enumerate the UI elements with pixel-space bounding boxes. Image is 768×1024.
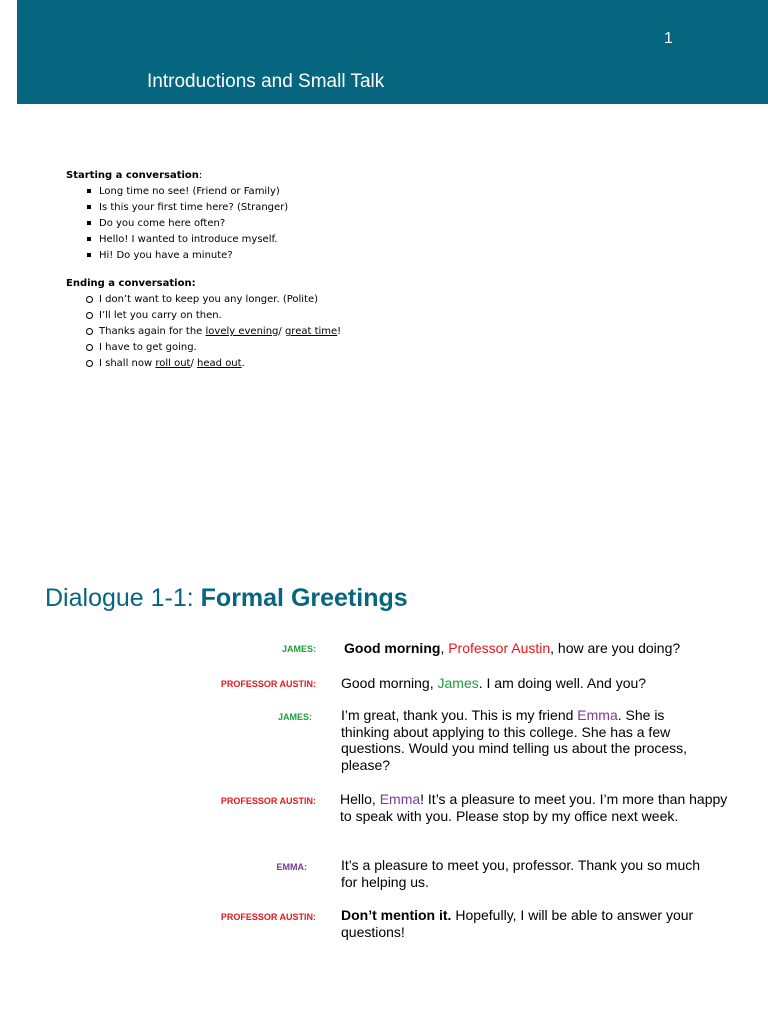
- list-item: Is this your first time here? (Stranger): [66, 200, 288, 216]
- dialogue-line: I’m great, thank you. This is my friend Emma. She is thinking about applying to this college. She has a few questions. Would you mind telling us about the process, please?: [341, 707, 688, 773]
- list-item: Long time no see! (Friend or Family): [66, 184, 288, 200]
- dialogue-line: Hello, Emma! It’s a pleasure to meet you. I’m more than happy to speak with you. Please stop by my office next week.: [340, 791, 728, 824]
- list-item: I have to get going.: [66, 340, 341, 356]
- ending-conversation-section: [66, 276, 341, 372]
- starting-conversation-section: [66, 168, 288, 264]
- list-item: Thanks again for the lovely evening/ great time!: [66, 324, 341, 340]
- list-item: Hi! Do you have a minute?: [66, 248, 288, 264]
- speaker-professor-austin: PROFESSOR AUSTIN:: [220, 796, 316, 806]
- dialogue-line: Good morning, James. I am doing well. And you?: [341, 675, 647, 691]
- list-item: I don’t want to keep you any longer. (Polite): [66, 292, 341, 308]
- speaker-professor-austin: PROFESSOR AUSTIN:: [220, 912, 316, 922]
- starting-heading: Starting a conversation: [66, 170, 199, 181]
- starting-list: [66, 184, 288, 264]
- speaker-emma: EMMA:: [276, 862, 307, 872]
- dialogue-line: Good morning, Professor Austin, how are you doing?: [344, 640, 681, 656]
- starting-heading-line: Starting a conversation:: [66, 170, 203, 181]
- ending-list: [66, 292, 341, 372]
- speaker-james: JAMES:: [277, 712, 312, 722]
- page-number: 1: [664, 30, 673, 47]
- list-item: Do you come here often?: [66, 216, 288, 232]
- dialogue-line: Don’t mention it. Hopefully, I will be able to answer your questions!: [341, 907, 694, 940]
- list-item: Hello! I wanted to introduce myself.: [66, 232, 288, 248]
- list-item: I shall now roll out/ head out.: [66, 356, 341, 372]
- ending-heading: Ending a conversation:: [66, 278, 196, 289]
- speaker-james: JAMES:: [281, 644, 316, 654]
- speaker-professor-austin: PROFESSOR AUSTIN:: [220, 679, 316, 689]
- header-title: Introductions and Small Talk: [147, 71, 385, 92]
- dialogue-line: It’s a pleasure to meet you, professor. Thank you so much for helping us.: [341, 857, 701, 890]
- page-header: [17, 0, 768, 104]
- list-item: I’ll let you carry on then.: [66, 308, 341, 324]
- dialogue-title: Dialogue 1-1: Formal Greetings: [45, 584, 408, 612]
